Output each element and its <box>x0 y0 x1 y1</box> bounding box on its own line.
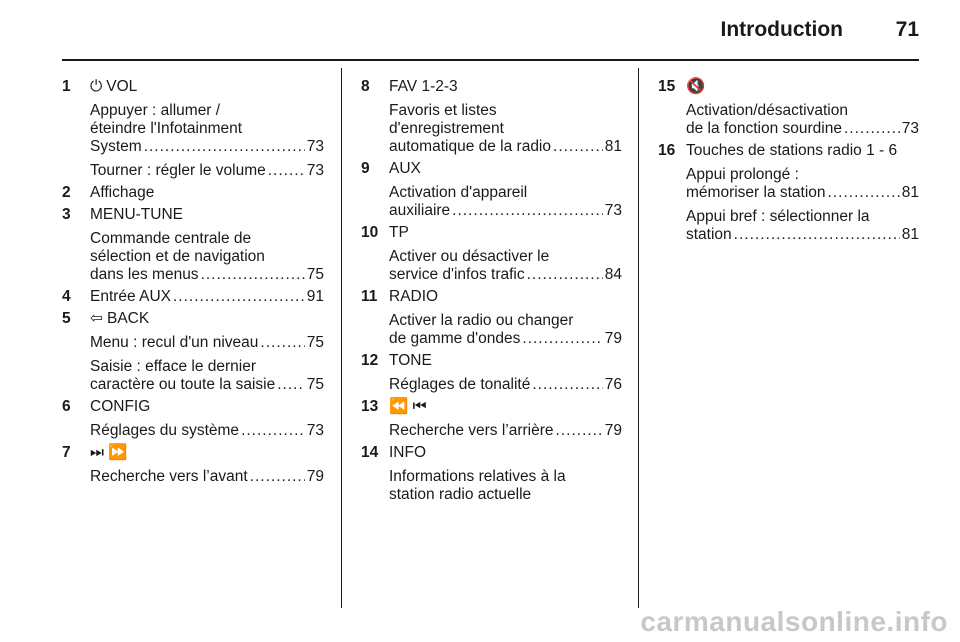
item-number: 5 <box>62 310 71 327</box>
item-title-line <box>90 184 324 202</box>
control-entry <box>658 78 919 138</box>
item-title-line <box>90 206 324 224</box>
seek-forward-icon: ⏭ ⏩ <box>90 444 128 461</box>
page-reference: 79 <box>306 468 324 485</box>
page-reference: 79 <box>604 422 622 439</box>
dot-leader <box>532 376 602 394</box>
description <box>389 102 622 156</box>
item-number: 4 <box>62 288 71 305</box>
dot-leader <box>268 162 305 180</box>
column-divider <box>638 68 639 608</box>
item-title-line <box>90 444 324 462</box>
description <box>90 422 324 440</box>
description-line: Appui prolongé : <box>686 166 799 183</box>
description-line: Activer la radio ou changer <box>389 312 574 329</box>
description-line: Saisie : efface le dernier <box>90 358 257 375</box>
description-line: station radio actuelle <box>389 486 532 503</box>
description-text: service d'infos trafic <box>389 266 525 283</box>
dot-leader <box>201 266 305 284</box>
description-line: Appui bref : sélectionner la <box>686 208 870 225</box>
description <box>389 248 622 284</box>
page-reference: 75 <box>306 266 324 283</box>
item-title-line <box>90 78 324 96</box>
control-entry <box>62 206 324 284</box>
description <box>389 422 622 440</box>
item-title: BACK <box>107 310 150 327</box>
item-title-line <box>90 310 324 328</box>
item-number: 3 <box>62 206 71 223</box>
page-reference: 76 <box>604 376 622 393</box>
column-divider <box>341 68 342 608</box>
page-reference: 73 <box>306 162 324 179</box>
control-entry <box>62 398 324 440</box>
item-number: 1 <box>62 78 71 95</box>
header-rule <box>62 59 919 61</box>
page-reference: 81 <box>901 226 919 243</box>
description-text: Recherche vers l’arrière <box>389 422 554 439</box>
page-reference-line <box>90 422 324 440</box>
description-text: Réglages de tonalité <box>389 376 531 393</box>
item-number: 14 <box>361 444 379 461</box>
dot-leader <box>250 468 305 486</box>
dot-leader <box>144 138 305 156</box>
page-header <box>0 18 919 48</box>
page-reference-line <box>90 376 324 394</box>
dot-leader <box>452 202 603 220</box>
description <box>389 312 622 348</box>
dot-leader <box>553 138 603 156</box>
page-reference: 91 <box>306 288 324 305</box>
page-reference-line <box>389 422 622 440</box>
page-reference-line <box>90 138 324 156</box>
description-line: Activation/désactivation <box>686 102 848 119</box>
control-entry <box>62 444 324 486</box>
column-1 <box>62 78 324 486</box>
column-2 <box>361 78 622 504</box>
back-arrow-icon: ⇦ <box>90 310 103 327</box>
control-entry <box>361 398 622 440</box>
page-reference: 84 <box>604 266 622 283</box>
page-reference-line <box>389 376 622 394</box>
description-text: mémoriser la station <box>686 184 826 201</box>
description-text: station <box>686 226 732 243</box>
description-line: Commande centrale de <box>90 230 252 247</box>
page-reference-line <box>90 162 324 180</box>
description <box>686 102 919 138</box>
dot-leader <box>828 184 900 202</box>
control-entry <box>361 288 622 348</box>
item-number: 8 <box>361 78 370 95</box>
item-title: INFO <box>389 444 427 461</box>
dot-leader <box>260 334 304 352</box>
item-title-line <box>389 160 622 178</box>
item-title-line <box>90 288 324 306</box>
item-title-line <box>389 78 622 96</box>
page-reference: 79 <box>604 330 622 347</box>
page-number: 71 <box>895 18 919 41</box>
page-reference-line <box>686 226 919 244</box>
description-text: Réglages du système <box>90 422 240 439</box>
control-entry <box>361 160 622 220</box>
page-reference: 81 <box>604 138 622 155</box>
item-title: TONE <box>389 352 432 369</box>
description <box>389 468 622 504</box>
item-title-line <box>686 142 919 160</box>
page-reference: 73 <box>901 120 919 137</box>
page-reference: 73 <box>604 202 622 219</box>
control-entry <box>62 78 324 180</box>
item-title: FAV 1-2-3 <box>389 78 458 95</box>
item-number: 16 <box>658 142 676 159</box>
dot-leader <box>556 422 603 440</box>
item-number: 12 <box>361 352 379 369</box>
item-title-line <box>389 398 622 416</box>
control-entry <box>62 184 324 202</box>
item-title: Entrée AUX <box>90 288 171 305</box>
page-reference: 81 <box>901 184 919 201</box>
item-title: Touches de stations radio 1 - 6 <box>686 142 898 159</box>
description <box>686 166 919 202</box>
page-reference: 75 <box>306 376 324 393</box>
item-number: 2 <box>62 184 71 201</box>
item-title-line <box>389 352 622 370</box>
description-line: Activation d'appareil <box>389 184 528 201</box>
description-text: System <box>90 138 142 155</box>
page-reference-line <box>389 330 622 348</box>
dot-leader <box>844 120 900 138</box>
page-title: Introduction <box>720 18 843 41</box>
description-line: Appuyer : allumer / <box>90 102 221 119</box>
item-title: TP <box>389 224 409 241</box>
item-number: 7 <box>62 444 71 461</box>
item-title: AUX <box>389 160 421 177</box>
item-title-line <box>389 444 622 462</box>
description-text: auxiliaire <box>389 202 451 219</box>
page-reference-line <box>90 468 324 486</box>
description-text: Tourner : régler le volume <box>90 162 266 179</box>
watermark: carmanualsonline.info <box>640 606 948 637</box>
control-entry <box>361 224 622 284</box>
control-entry <box>361 444 622 504</box>
description <box>90 162 324 180</box>
item-number: 13 <box>361 398 379 415</box>
power-icon: ⏻ <box>90 78 103 95</box>
page-reference-line <box>686 184 919 202</box>
dot-leader <box>241 422 305 440</box>
dot-leader <box>522 330 602 348</box>
description-line: Informations relatives à la <box>389 468 566 485</box>
column-3 <box>658 78 919 244</box>
description-line: sélection et de navigation <box>90 248 265 265</box>
description-line: Favoris et listes <box>389 102 497 119</box>
item-title-line <box>90 398 324 416</box>
item-title-line <box>686 78 919 96</box>
description <box>90 230 324 284</box>
control-entry <box>62 288 324 306</box>
dot-leader <box>734 226 900 244</box>
item-number: 11 <box>361 288 378 305</box>
dot-leader <box>527 266 603 284</box>
seek-backward-icon: ⏪ ⏮ <box>389 398 427 415</box>
page-reference-line <box>90 266 324 284</box>
item-title: Affichage <box>90 184 155 201</box>
dot-leader <box>277 376 305 394</box>
description <box>90 102 324 156</box>
item-title-line <box>389 224 622 242</box>
description-line: éteindre l'Infotainment <box>90 120 243 137</box>
page-reference-line <box>389 266 622 284</box>
item-number: 10 <box>361 224 379 241</box>
page-reference-line <box>389 202 622 220</box>
control-entry <box>361 352 622 394</box>
description-text: de la fonction sourdine <box>686 120 842 137</box>
description <box>90 334 324 352</box>
item-title: VOL <box>106 78 138 95</box>
page-reference: 75 <box>306 334 324 351</box>
description <box>686 208 919 244</box>
page-reference-line <box>686 120 919 138</box>
mute-icon: 🔇 <box>686 78 706 95</box>
description-text: Recherche vers l’avant <box>90 468 248 485</box>
description-line: Activer ou désactiver le <box>389 248 550 265</box>
item-title-line <box>389 288 622 306</box>
item-title: CONFIG <box>90 398 151 415</box>
description-text: caractère ou toute la saisie <box>90 376 276 393</box>
page-reference: 73 <box>306 422 324 439</box>
dot-leader <box>173 288 305 306</box>
description-text: Menu : recul d'un niveau <box>90 334 259 351</box>
description-text: automatique de la radio <box>389 138 552 155</box>
item-number: 6 <box>62 398 71 415</box>
description-line: d'enregistrement <box>389 120 504 137</box>
item-title: MENU-TUNE <box>90 206 183 223</box>
page-reference-line <box>90 334 324 352</box>
page-reference-line <box>389 138 622 156</box>
control-entry <box>361 78 622 156</box>
description <box>389 376 622 394</box>
control-entry <box>62 310 324 394</box>
item-number: 15 <box>658 78 676 95</box>
description <box>90 468 324 486</box>
description-text: dans les menus <box>90 266 199 283</box>
description <box>90 358 324 394</box>
item-number: 9 <box>361 160 370 177</box>
item-title: RADIO <box>389 288 439 305</box>
description-text: de gamme d'ondes <box>389 330 521 347</box>
description <box>389 184 622 220</box>
page-reference: 73 <box>306 138 324 155</box>
control-entry <box>658 142 919 244</box>
